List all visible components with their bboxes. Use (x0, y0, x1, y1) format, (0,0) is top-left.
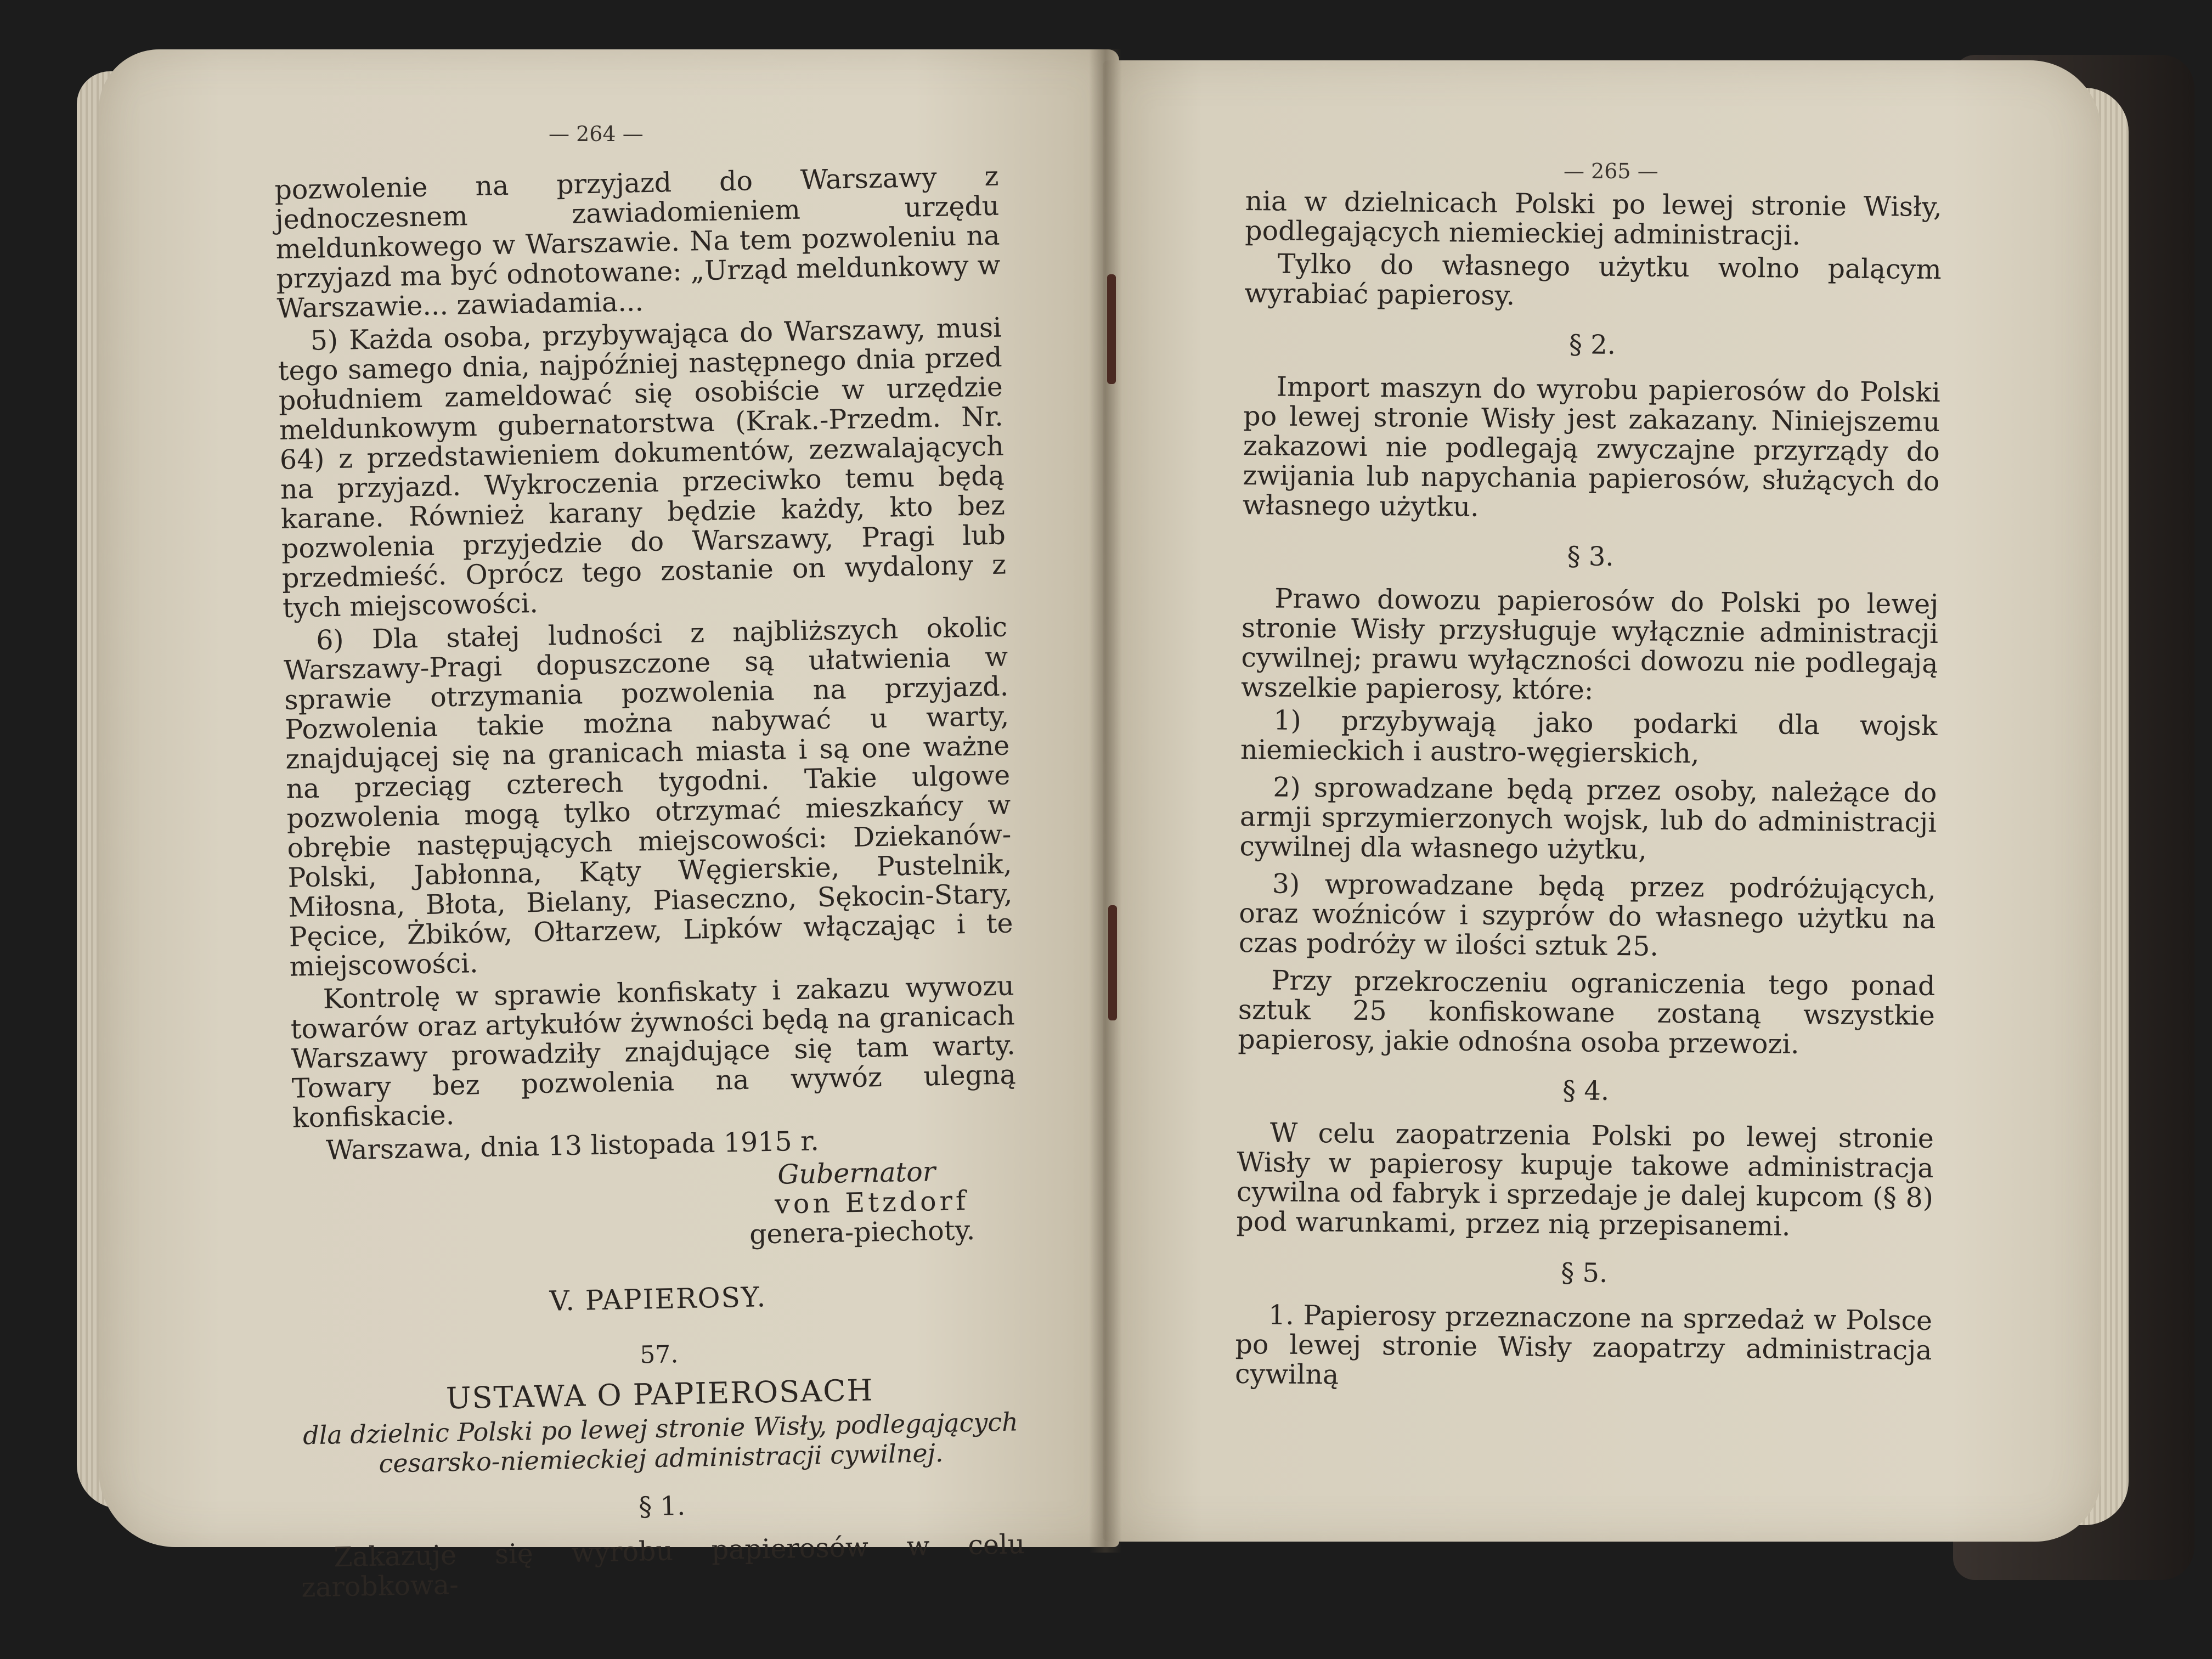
paragraph: Kontrolę w sprawie konfiskaty i zakazu wywozu towarów oraz artykułów żywności będą na granicach Warszawy prowadziły znajdujące się tam warty. Towary bez pozwolenia na wywóz ulegną konfiskacie. (290, 970, 1017, 1134)
section-mark: § 2. (1568, 329, 1616, 360)
date-line: Warszawa, dnia 13 listopada 1915 r. (325, 1125, 820, 1166)
paragraph: Przy przekroczeniu ograniczenia tego ponad sztuk 25 konfiskowane zostaną wszystkie papierosy, jakie odnośna osoba przewozi. (1238, 964, 1936, 1060)
signature-title: Gubernator (777, 1156, 936, 1190)
section-mark: § 3. (1567, 541, 1614, 572)
paragraph: Zakazuje się wyrobu papierosów w celu zarobkowa- (301, 1528, 1025, 1604)
law-subtitle: dla dzielnic Polski po lewej stronie Wisły, podlegających cesarsko-niemieckiej administracji cywilnej. (302, 1407, 1019, 1479)
law-number: 57. (639, 1340, 679, 1369)
page-number-right: — 265 — (1564, 159, 1658, 183)
list-item: 3) wprowadzane będą przez podróżujących, oraz woźniców i szyprów do własnego użytku na czas podróży w ilości sztuk 25. (1238, 868, 1937, 962)
paragraph: W celu zaopatrzenia Polski po lewej stronie Wisły w papierosy kupuje takowe administracja cywilna od fabryk i sprzedaje je dalej kupcom (§ 8) pod warunkami, przez nią przepisanemi. (1236, 1117, 1934, 1242)
page-number-left: — 264 — (549, 122, 644, 146)
right-page-text (1235, 187, 1942, 1398)
paragraph: 5) Każda osoba, przybywająca do Warszawy, musi tego samego dnia, najpóźniej następnego dnia przed południem zameldować się osobiście w urzędzie meldunkowym gubernatorstwa (Krak.-Przedm. Nr. 64) z przedstawieniem dokumentów, zezwalających na przyjazd. Wykroczenia przeciwko temu będą karane. Również karany będzie każdy, kto bez pozwolenia przyjedzie do Warszawy, Pragi lub przedmieść. Oprócz tego zostanie on wydalony z tych miejscowości. (278, 312, 1007, 624)
section-mark: § 1. (638, 1491, 686, 1522)
paragraph: pozwolenie na przyjazd do Warszawy z jednoczesnem zawiadomieniem urzędu meldunkowego w Warszawie. Na tem pozwoleniu na przyjazd ma być odnotowane: „Urząd meldunkowy w Warszawie... zawiadamia... (274, 160, 1001, 324)
paragraph: Import maszyn do wyrobu papierosów do Polski po lewej stronie Wisły jest zakazany. Niniejszemu zakazowi nie podlegają zwyczajne przyrządy do zwijania lub napychania papierosów, służących do własnego użytku. (1242, 371, 1941, 523)
binding-thread (1107, 274, 1116, 384)
paragraph: nia w dzielnicach Polski po lewej stronie Wisły, podlegających niemieckiej administracji. (1245, 185, 1942, 251)
binding-thread (1108, 905, 1117, 1020)
signature-name: von Etzdorf (774, 1185, 969, 1220)
paragraph: Tylko do własnego użytku wolno palącym wyrabiać papierosy. (1244, 248, 1942, 312)
paragraph: Prawo dowozu papierosów do Polski po lewej stronie Wisły przysługuje wyłącznie administracji cywilnej; prawu wyłączności dowozu nie podlegają wszelkie papierosy, które: (1240, 583, 1939, 706)
law-title: USTAWA O PAPIEROSACH (445, 1373, 874, 1416)
section-mark: § 4. (1562, 1075, 1610, 1107)
section-mark: § 5. (1560, 1257, 1608, 1289)
paragraph: 1. Papierosy przeznaczone na sprzedaż w Polsce po lewej stronie Wisły zaopatrzy administracja cywilną (1234, 1299, 1933, 1391)
list-item: 2) sprowadzane będą przez osoby, należące do armji sprzymierzonych wojsk, lub do administracji cywilnej dla własnego użytku, (1239, 771, 1937, 866)
book-gutter (1089, 49, 1122, 1553)
list-item: 1) przybywają jako podarki dla wojsk niemieckich i austro-węgierskich, (1240, 704, 1938, 770)
left-page-text (274, 162, 1026, 1606)
section-heading: V. PAPIEROSY. (549, 1281, 767, 1317)
paragraph: 6) Dla stałej ludności z najbliższych okolic Warszawy-Pragi dopuszczone są ułatwienia w sprawie otrzymania pozwolenia na przyjazd. Pozwolenia takie można nabywać u warty, znajdującej się na granicach miasta i są one ważne na przeciąg czterech tygodni. Takie ulgowe pozwolenia mogą tylko otrzymać mieszkańcy w obrębie następujących miejscowości: Dziekanów-Polski, Jabłonna, Kąty Węgierskie, Pustelnik, Miłosna, Błota, Bielany, Piaseczno, Sękocin-Stary, Pęcice, Żbików, Ołtarzew, Lipków włączając i te miejscowości. (283, 611, 1013, 983)
signature-rank: genera-piechoty. (749, 1214, 975, 1250)
